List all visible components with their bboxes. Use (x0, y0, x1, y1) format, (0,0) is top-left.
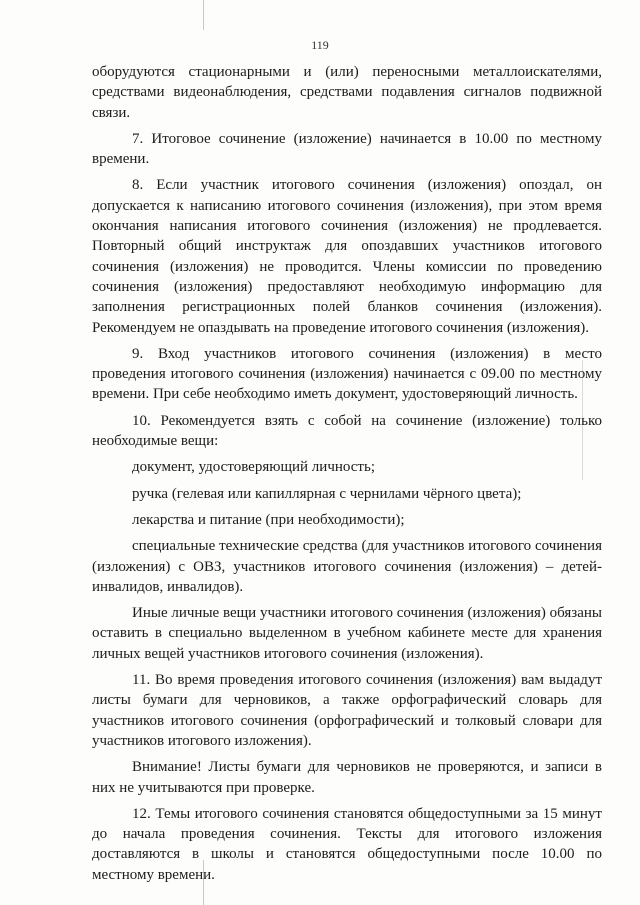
paragraph: 12. Темы итогового сочинения становятся общедоступными за 15 минут до начала проведения сочинения. Тексты для итогового изложения доставляются в школы и становятся общедоступными после 10.00 по местному времени. (92, 805, 602, 883)
list-item: документ, удостоверяющий личность; (132, 459, 375, 476)
scan-artifact-line (203, 0, 204, 30)
paragraph: 9. Вход участников итогового сочинения (изложения) в место проведения итогового сочинения (изложения) начинается с 09.00 по местному времени. При себе необходимо иметь документ, удостоверяющий личность. (92, 345, 602, 403)
list-item: ручка (гелевая или капиллярная с чернилами чёрного цвета); (132, 485, 522, 502)
paragraph: оборудуются стационарными и (или) переносными металлоискателями, средствами видеонаблюдения, средствами подавления сигналов подвижной связи. (92, 64, 602, 121)
paragraph: Внимание! Листы бумаги для черновиков не проверяются, и записи в них не учитываются при проверке. (92, 759, 602, 796)
list-item: лекарства и питание (при необходимости); (132, 511, 405, 528)
paragraph: 7. Итоговое сочинение (изложение) начинается в 10.00 по местному времени. (92, 130, 602, 168)
page-number: 119 (311, 38, 329, 52)
document-body (92, 62, 602, 885)
paragraph: 11. Во время проведения итогового сочинения (изложения) вам выдадут листы бумаги для черновиков, а также орфографический словарь для участников итогового сочинения (орфографический и толковый словари для участников итогового изложения). (92, 672, 602, 749)
paragraph: 10. Рекомендуется взять с собой на сочинение (изложение) только необходимые вещи: (92, 412, 602, 450)
list-item: специальные технические средства (для участников итогового сочинения (изложения) с ОВЗ, участников итогового сочинения (изложения) – детей-инвалидов, инвалидов). (92, 538, 602, 595)
paragraph: Иные личные вещи участники итогового сочинения (изложения) обязаны оставить в специально выделенном в учебном кабинете месте для хранения личных вещей участников итогового сочинения (изложения). (92, 605, 602, 662)
paragraph: 8. Если участник итогового сочинения (изложения) опоздал, он допускается к написанию итогового сочинения (изложения), при этом время окончания написания итогового сочинения (изложения) не продлевается. Повторный общий инструктаж для опоздавших участников итогового сочинения (изложения) не проводится. Члены комиссии по проведению сочинения (изложения) предоставляют необходимую информацию для заполнения регистрационных полей бланков сочинения (изложения). Рекомендуем не опаздывать на проведение итогового сочинения (изложения). (92, 177, 602, 336)
